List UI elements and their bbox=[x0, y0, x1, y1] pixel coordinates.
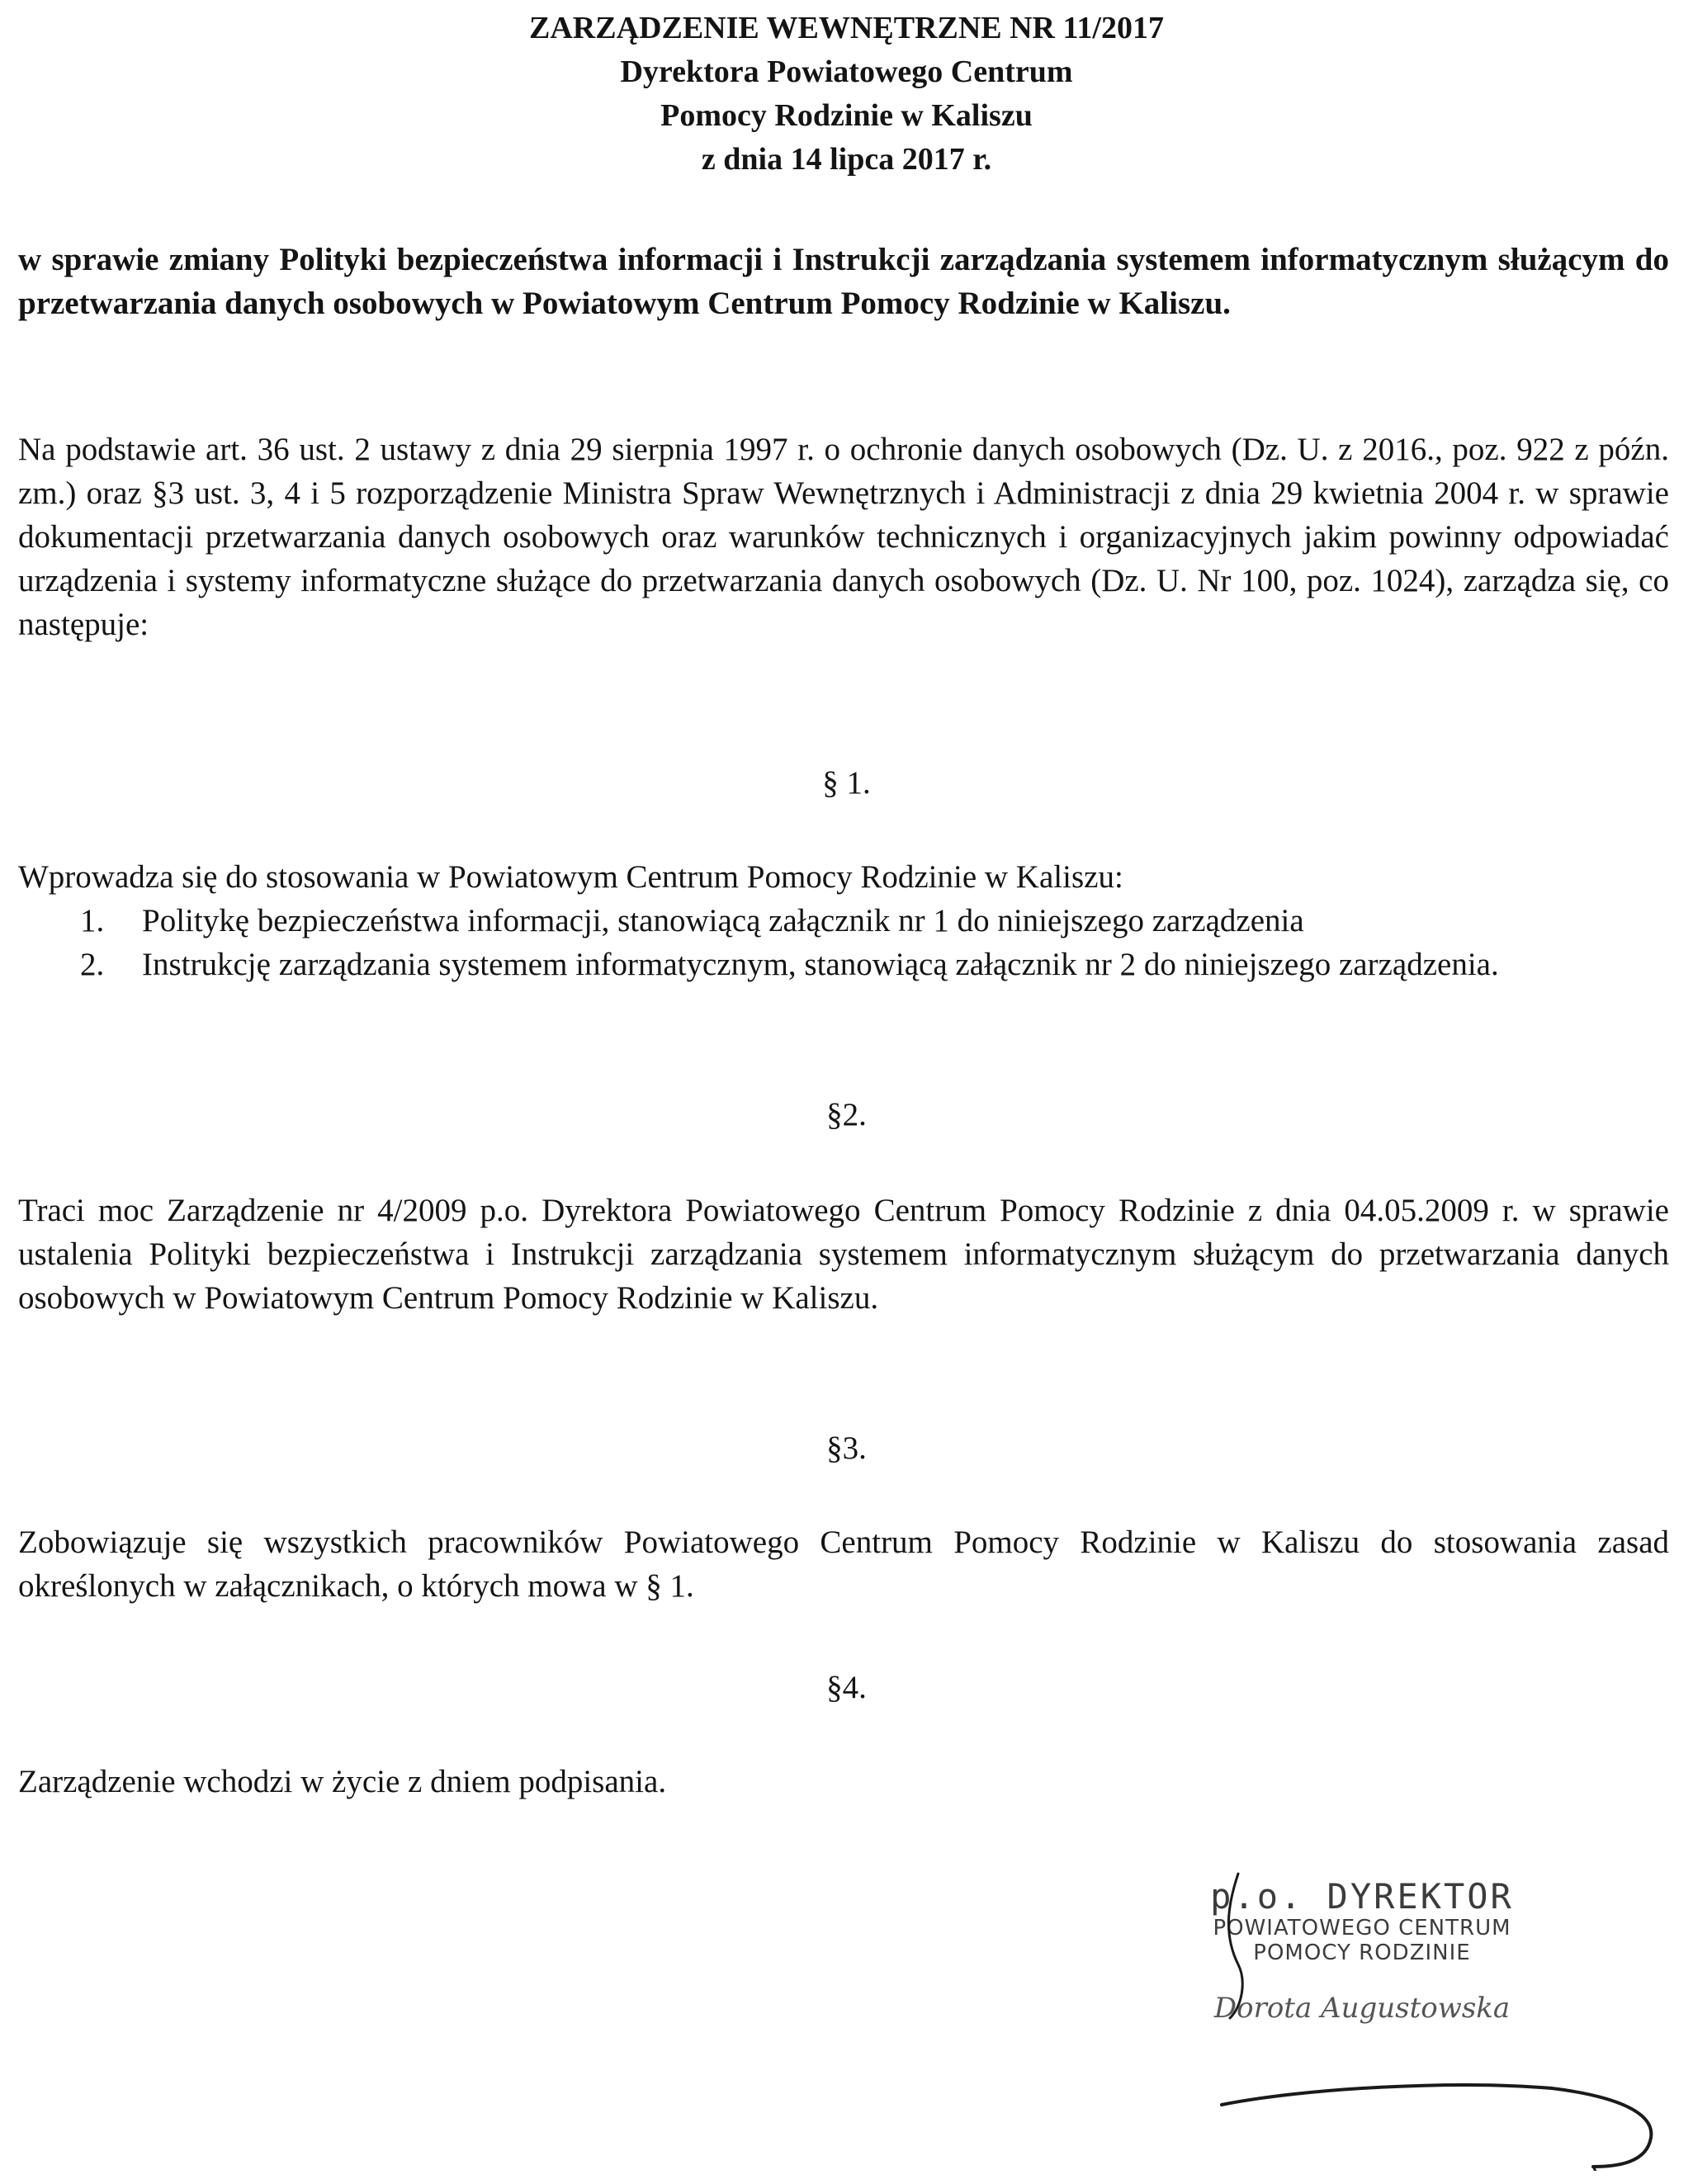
section-1-list bbox=[18, 899, 1669, 986]
signature-stroke bbox=[1222, 2085, 1651, 2167]
section-4-text: Zarządzenie wchodzi w życie z dniem podpisania. bbox=[18, 1764, 667, 1799]
document-header bbox=[0, 7, 1693, 182]
list-item-text: Instrukcję zarządzania systemem informatycznym, stanowiącą załącznik nr 2 do niniejszego zarządzenia. bbox=[142, 947, 1499, 982]
section-3-text: Zobowiązuje się wszystkich pracowników Powiatowego Centrum Pomocy Rodzinie w Kaliszu do stosowania zasad określonych w załącznikach, o których mowa w § 1. bbox=[18, 1525, 1669, 1604]
section-3-mark: §3. bbox=[826, 1430, 867, 1466]
stamp-name: Dorota Augustowska bbox=[1213, 1992, 1511, 2025]
list-item-number: 2. bbox=[80, 947, 105, 982]
document-title: ZARZĄDZENIE WEWNĘTRZNE NR 11/2017 bbox=[529, 11, 1164, 45]
section-1-intro: Wprowadza się do stosowania w Powiatowym Centrum Pomocy Rodzinie w Kaliszu: bbox=[18, 859, 1123, 895]
document-date: z dnia 14 lipca 2017 r. bbox=[701, 142, 992, 177]
institution-line: Pomocy Rodzinie w Kaliszu bbox=[660, 98, 1033, 133]
stamp-line-1: POWIATOWEGO CENTRUM bbox=[1213, 1916, 1511, 1941]
document-subject: w sprawie zmiany Polityki bezpieczeństwa informacji i Instrukcji zarządzania systemem informatycznym służącym do przetwarzania danych osobowych w Powiatowym Centrum Pomocy Rodzinie w Kaliszu. bbox=[18, 242, 1669, 321]
list-item bbox=[18, 943, 1669, 986]
section-2-text: Traci moc Zarządzenie nr 4/2009 p.o. Dyrektora Powiatowego Centrum Pomocy Rodzinie z dnia 04.05.2009 r. w sprawie ustalenia Polityki bezpieczeństwa i Instrukcji zarządzania systemem informatycznym służącym do przetwarzania danych osobowych w Powiatowym Centrum Pomocy Rodzinie w Kaliszu. bbox=[18, 1193, 1669, 1316]
handwritten-signature bbox=[1205, 1841, 1667, 2171]
list-item bbox=[18, 899, 1669, 943]
section-4-mark: §4. bbox=[826, 1670, 867, 1705]
stamp-title: p.o. DYREKTOR bbox=[1210, 1876, 1514, 1917]
list-item-number: 1. bbox=[80, 903, 105, 938]
list-item-text: Politykę bezpieczeństwa informacji, stanowiącą załącznik nr 1 do niniejszego zarządzenia bbox=[142, 903, 1304, 938]
section-1-mark: § 1. bbox=[822, 765, 871, 801]
section-2-mark: §2. bbox=[826, 1097, 867, 1132]
signature-stroke bbox=[1581, 2167, 1596, 2171]
stamp-line-2: POMOCY RODZINIE bbox=[1253, 1941, 1471, 1965]
signature-stroke bbox=[1228, 1874, 1242, 2018]
legal-basis-paragraph: Na podstawie art. 36 ust. 2 ustawy z dnia 29 sierpnia 1997 r. o ochronie danych osobowych (Dz. U. z 2016., poz. 922 z późn. zm.) oraz §3 ust. 3, 4 i 5 rozporządzenie Ministra Spraw Wewnętrznych i Administracji z dnia 29 kwietnia 2004 r. w sprawie dokumentacji przetwarzania danych osobowych oraz warunków technicznych i organizacyjnych jakim powinny odpowiadać urządzenia i systemy informatyczne służące do przetwarzania danych osobowych (Dz. U. Nr 100, poz. 1024), zarządza się, co następuje: bbox=[18, 432, 1669, 642]
issuer-line: Dyrektora Powiatowego Centrum bbox=[620, 54, 1073, 89]
